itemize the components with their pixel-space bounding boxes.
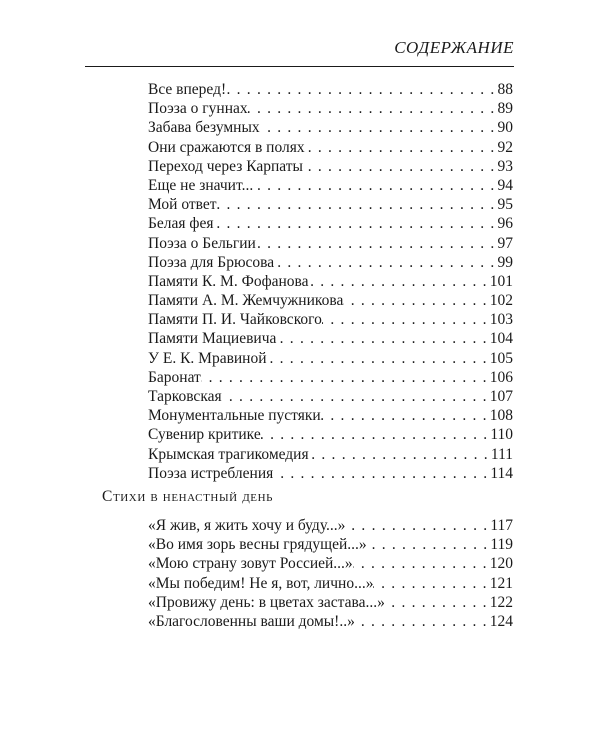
dot-leader bbox=[321, 406, 490, 425]
toc-entry-page: 104 bbox=[489, 330, 513, 348]
toc-entry-page: 89 bbox=[497, 100, 513, 118]
toc-entry-title: Поэза истребления bbox=[148, 464, 274, 482]
dot-leader bbox=[385, 593, 490, 612]
toc-entry-title: Баронат bbox=[148, 368, 201, 386]
dot-leader bbox=[253, 176, 497, 195]
toc-entry-title: «Благословенны ваши домы!..» bbox=[148, 612, 355, 630]
toc-entry-page: 93 bbox=[497, 157, 513, 175]
dot-leader bbox=[226, 80, 497, 99]
toc-entry-title: Крымская трагикомедия bbox=[148, 445, 309, 463]
toc-entry bbox=[148, 291, 513, 310]
toc-entry-page: 92 bbox=[497, 138, 513, 156]
toc-entry bbox=[148, 157, 513, 176]
toc-entry-page: 120 bbox=[489, 555, 513, 573]
toc-entry-page: 111 bbox=[490, 445, 513, 463]
toc-entry-title: Мой ответ bbox=[148, 196, 217, 214]
toc-entry bbox=[148, 368, 513, 387]
dot-leader bbox=[273, 464, 490, 483]
toc-entry-page: 101 bbox=[489, 272, 513, 290]
dot-leader bbox=[373, 574, 489, 593]
toc-entry-title: Тарковская bbox=[148, 388, 222, 405]
dot-leader bbox=[261, 425, 491, 444]
toc-entry bbox=[148, 387, 513, 406]
header-rule bbox=[85, 66, 514, 67]
dot-leader bbox=[309, 272, 490, 291]
dot-leader bbox=[256, 234, 498, 253]
toc-entry-page: 121 bbox=[489, 574, 513, 592]
toc-entry bbox=[148, 99, 513, 118]
toc-entry-title: Поэза о гуннах bbox=[148, 100, 248, 118]
toc-entry bbox=[148, 234, 513, 253]
toc-entry bbox=[148, 349, 513, 368]
dot-leader bbox=[248, 99, 498, 118]
toc-entry-title: Все вперед! bbox=[148, 81, 227, 98]
toc-entry-title: Памяти П. И. Чайковского bbox=[148, 311, 322, 329]
toc-entry-page: 107 bbox=[489, 388, 513, 405]
dot-leader bbox=[267, 349, 490, 368]
dot-leader bbox=[217, 195, 498, 214]
toc-entry-title: Белая фея bbox=[148, 215, 214, 233]
toc-entry-page: 97 bbox=[497, 234, 513, 252]
toc-entry-title: Памяти К. М. Фофанова bbox=[148, 272, 309, 290]
toc-entry bbox=[148, 406, 513, 425]
dot-leader bbox=[345, 516, 490, 535]
dot-leader bbox=[213, 214, 497, 233]
toc-entry-title: Они сражаются в полях bbox=[148, 138, 305, 156]
toc-entry bbox=[148, 118, 513, 137]
dot-leader bbox=[276, 329, 489, 348]
toc-entry-page: 102 bbox=[489, 292, 513, 310]
toc-entry-page: 124 bbox=[489, 612, 513, 630]
toc-entry-page: 90 bbox=[497, 119, 513, 137]
toc-entry bbox=[148, 554, 513, 573]
dot-leader bbox=[305, 138, 498, 157]
dot-leader bbox=[201, 368, 490, 387]
dot-leader bbox=[309, 445, 491, 464]
toc-entry-page: 105 bbox=[489, 349, 513, 367]
dot-leader bbox=[260, 118, 498, 137]
toc-entry bbox=[148, 138, 513, 157]
toc-entry bbox=[148, 612, 513, 631]
toc-entry bbox=[148, 80, 513, 99]
dot-leader bbox=[222, 387, 490, 406]
toc-entry bbox=[148, 195, 513, 214]
toc-entry bbox=[148, 464, 513, 483]
dot-leader bbox=[367, 535, 491, 554]
toc-entry-page: 94 bbox=[497, 176, 513, 194]
toc-entry-title: «Я жив, я жить хочу и буду...» bbox=[148, 517, 346, 534]
toc-entry-title: Поэза о Бельгии bbox=[148, 234, 256, 252]
toc-entry-title: Памяти А. М. Жемчужникова bbox=[148, 292, 344, 310]
toc-entry-page: 95 bbox=[497, 196, 513, 214]
toc-entry-title: «Во имя зорь весны грядущей...» bbox=[148, 536, 367, 554]
toc-entry-title: «Провижу день: в цветах застава...» bbox=[148, 593, 385, 611]
toc-entry-page: 117 bbox=[490, 517, 513, 534]
toc-entry-title: Памяти Мациевича bbox=[148, 330, 277, 348]
toc-entry-page: 114 bbox=[490, 464, 513, 482]
toc-entry bbox=[148, 574, 513, 593]
toc-section-list bbox=[148, 516, 513, 631]
toc-entry bbox=[148, 310, 513, 329]
toc-entry-title: Забава безумных bbox=[148, 119, 260, 137]
dot-leader bbox=[322, 310, 490, 329]
toc-entry-page: 110 bbox=[490, 426, 513, 444]
toc-entry-page: 119 bbox=[490, 536, 513, 554]
section-heading: Стихи в ненастный день bbox=[102, 488, 274, 505]
toc-entry bbox=[148, 445, 513, 464]
toc-entry-page: 108 bbox=[489, 407, 513, 425]
toc-entry-page: 99 bbox=[497, 253, 513, 271]
toc-entry bbox=[148, 425, 513, 444]
toc-entry bbox=[148, 272, 513, 291]
toc-main-list bbox=[148, 80, 513, 483]
toc-entry bbox=[148, 214, 513, 233]
dot-leader bbox=[274, 253, 497, 272]
toc-entry-page: 103 bbox=[489, 311, 513, 329]
toc-entry bbox=[148, 593, 513, 612]
toc-entry bbox=[148, 516, 513, 535]
dot-leader bbox=[343, 291, 489, 310]
toc-entry-title: У Е. К. Мравиной bbox=[148, 349, 267, 367]
toc-entry-page: 88 bbox=[497, 81, 513, 98]
toc-entry bbox=[148, 253, 513, 272]
toc-entry-title: Сувенир критике bbox=[148, 426, 261, 444]
toc-entry bbox=[148, 176, 513, 195]
toc-entry-title: «Мою страну зовут Россией...» bbox=[148, 555, 353, 573]
dot-leader bbox=[355, 612, 490, 631]
dot-leader bbox=[353, 554, 490, 573]
toc-entry bbox=[148, 535, 513, 554]
dot-leader bbox=[303, 157, 498, 176]
toc-entry-title: Переход через Карпаты bbox=[148, 157, 303, 175]
toc-entry-title: «Мы победим! Не я, вот, лично...» bbox=[148, 574, 374, 592]
toc-entry-page: 122 bbox=[489, 593, 513, 611]
toc-entry-title: Еще не значит... bbox=[148, 176, 254, 194]
toc-entry-page: 106 bbox=[489, 368, 513, 386]
toc-entry-page: 96 bbox=[497, 215, 513, 233]
running-head-title: СОДЕРЖАНИЕ bbox=[394, 38, 514, 57]
toc-entry-title: Поэза для Брюсова bbox=[148, 253, 275, 271]
toc-entry-title: Монументальные пустяки bbox=[148, 407, 321, 425]
toc-entry bbox=[148, 329, 513, 348]
